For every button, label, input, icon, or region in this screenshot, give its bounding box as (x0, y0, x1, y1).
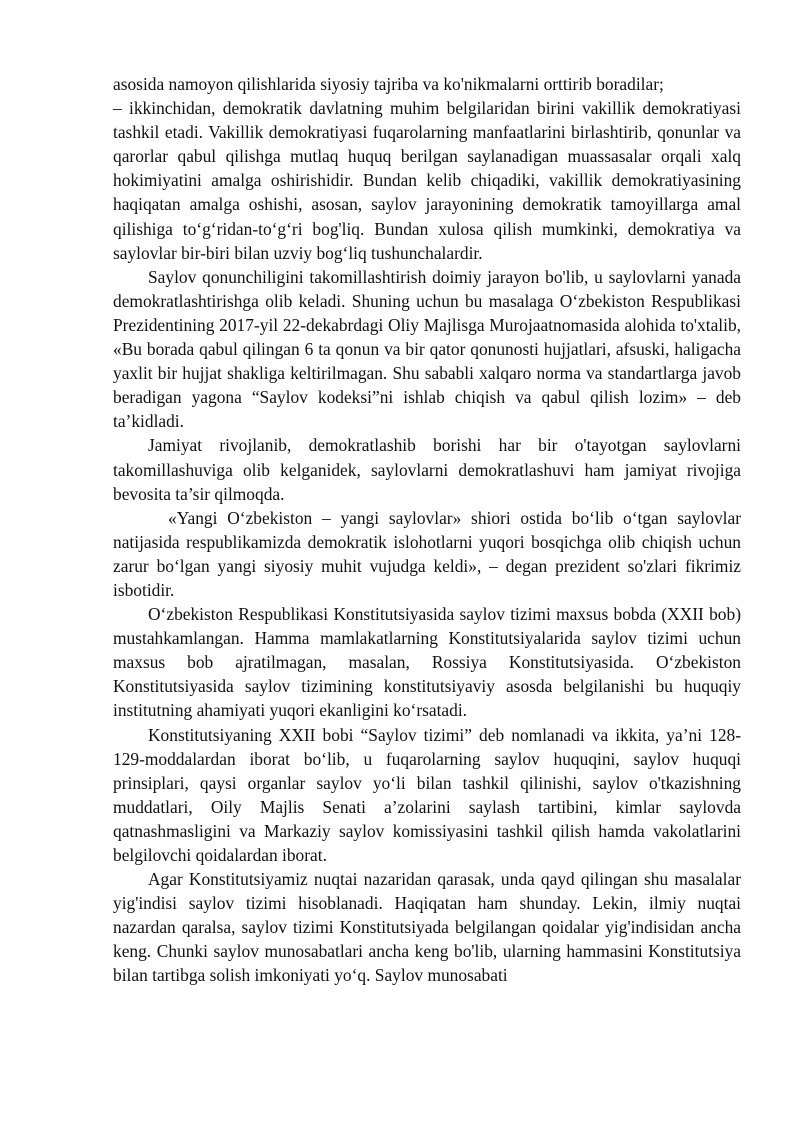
paragraph-new-uzbekistan-quote: «Yangi O‘zbekiston – yangi saylovlar» shiori ostida bo‘lib o‘tgan saylovlar natijasida respublikamizda demokratik islohotlarni yuqori bosqichga olib chiqish uchun zarur bo‘lgan yangi siyosiy muhit vujudga keldi», – degan prezident so'zlari fikrimiz isbotidir. (113, 507, 741, 600)
paragraph-second-point: – ikkinchidan, demokratik davlatning muhim belgilaridan birini vakillik demokratiyasi tashkil etadi. Vakillik demokratiyasi fuqarolarning manfaatlarini birlashtirib, qonunlar va qarorlar qabul qilishga mutlaq huquq berilgan saylanadigan muassasalar orqali xalq hokimiyatini amalga oshirishidir. Bundan kelib chiqadiki, vakillik demokratiyasining haqiqatan amalga oshishi, asosan, saylov jarayonining demokratik tamoyillarga amal qilishiga to‘g‘ridan-to‘g‘ri bog'liq. Bundan xulosa qilish mumkinki, demokratiya va saylovlar bir-biri bilan uzviy bog‘liq tushunchalardir. (113, 98, 741, 263)
paragraph-electoral-legislation: Saylov qonunchiligini takomillashtirish doimiy jarayon bo'lib, u saylovlarni yanada demokratlashtirishga olib keladi. Shuning uchun bu masalaga O‘zbekiston Respublikasi Prezidentining 2017-yil 22-dekabrdagi Oliy Majlisga Murojaatnomasida alohida to'xtalib, «Bu borada qabul qilingan 6 ta qonun va bir qator qonunosti hujjatlari, afsuski, haligacha yaxlit bir hujjat shakliga keltirilmagan. Shu sababli xalqaro norma va standartlarga javob beradigan yagona “Saylov kodeksi”ni ishlab chiqish va qabul qilish lozim» – deb ta’kidladi. (113, 266, 741, 432)
body-text (113, 72, 741, 988)
paragraph-chapter-xxii: Konstitutsiyaning XXII bobi “Saylov tizimi” deb nomlanadi va ikkita, ya’ni 128-129-moddalardan iborat bo‘lib, u fuqarolarning saylov huquqini, saylov huquqi prinsiplari, qaysi organlar saylov yo‘li bilan tashkil qilinishi, saylov o'tkazishning muddatlari, Oily Majlis Senati a’zolarini saylash tartibini, kimlar saylovda qatnashmasligini va Markaziy saylov komissiyasini tashkil qilish hamda vakolatlarini belgilovchi qoidalardan iborat. (113, 724, 741, 865)
paragraph-society-development: Jamiyat rivojlanib, demokratlashib borishi har bir o'tayotgan saylovlarni takomillashuviga olib kelganidek, saylovlarni demokratlashuvi ham jamiyat rivojiga bevosita ta’sir qilmoqda. (113, 435, 741, 504)
paragraph-constitution-chapter: O‘zbekiston Respublikasi Konstitutsiyasida saylov tizimi maxsus bobda (XXII bob) mustahkamlangan. Hamma mamlakatlarning Konstitutsiyalarida saylov tizimi uchun maxsus bob ajratilmagan, masalan, Rossiya Konstitutsiyasida. O‘zbekiston Konstitutsiyasida saylov tizimining konstitutsiyaviy asosda belgilanishi bu huquqiy institutning ahamiyati yuqori ekanligini ko‘rsatadi. (113, 604, 741, 721)
paragraph-continuation: asosida namoyon qilishlarida siyosiy tajriba va ko'nikmalarni orttirib boradilar; (113, 74, 664, 94)
paragraph-scientific-view: Agar Konstitutsiyamiz nuqtai nazaridan qarasak, unda qayd qilingan shu masalalar yig'indisi saylov tizimi hisoblanadi. Haqiqatan ham shunday. Lekin, ilmiy nuqtai nazardan qaralsa, saylov tizimi Konstitutsiyada belgilangan qoidalar yig'indisidan ancha keng. Chunki saylov munosabatlari ancha keng bo'lib, ularning hammasini Konstitutsiya bilan tartibga solish imkoniyati yo‘q. Saylov munosabati (113, 869, 741, 986)
